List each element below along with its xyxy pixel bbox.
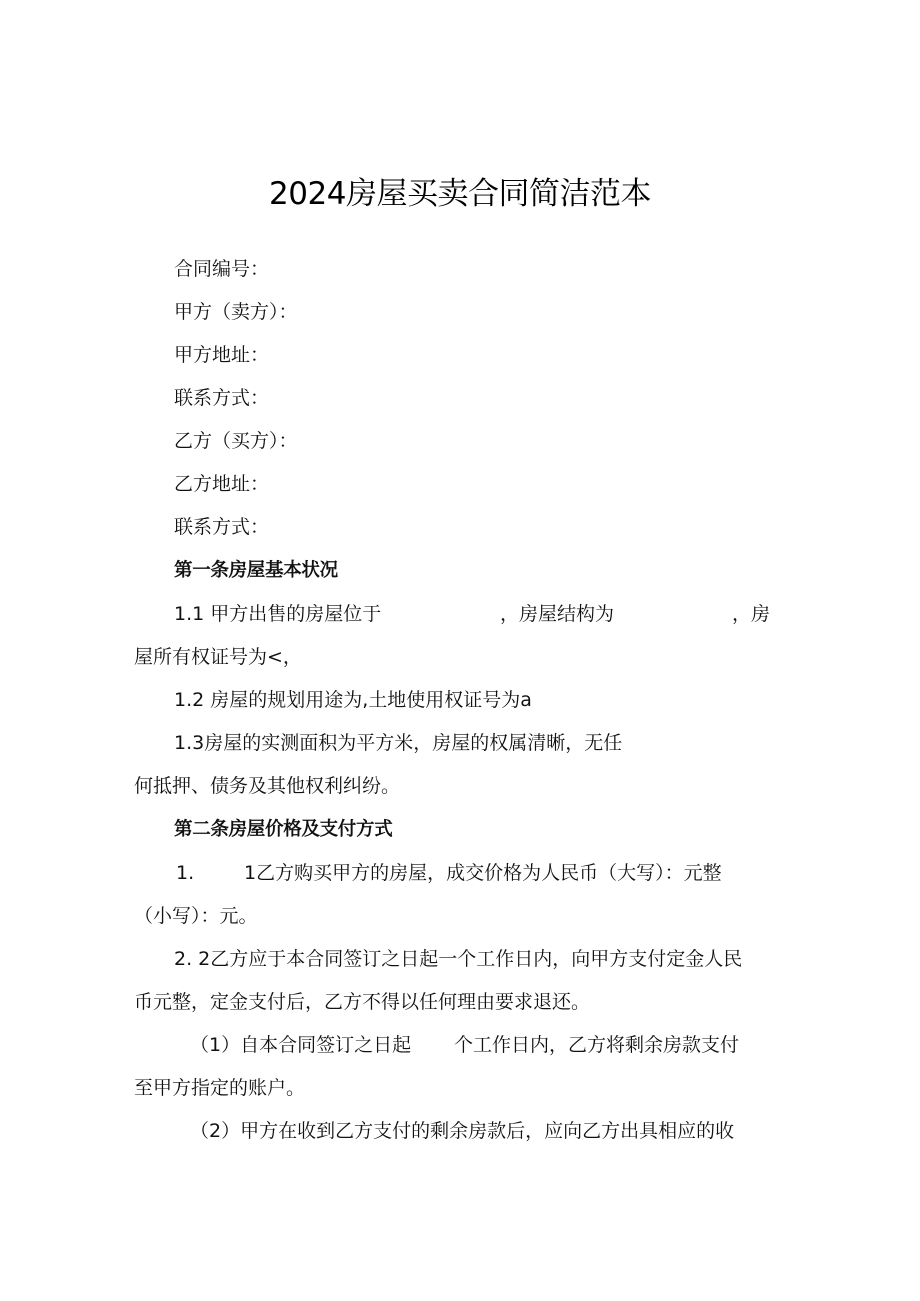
section-1-heading: 第一条房屋基本状况 — [174, 560, 338, 581]
section-2-heading: 第二条房屋价格及支付方式 — [174, 819, 393, 840]
field-party-a-contact: 联系方式： — [174, 387, 270, 409]
payment-item-1-part-c: 至甲方指定的账户。 — [134, 1077, 306, 1099]
clause-2-2-part-a: 2. 2乙方应于本合同签订之日起一个工作日内，向甲方支付定金人民 — [174, 948, 743, 970]
clause-2-1-part-b: （小写）：元。 — [134, 905, 258, 927]
clause-1-1-part-b: ，房屋结构为 — [500, 603, 615, 625]
field-party-b: 乙方（买方）： — [174, 430, 298, 452]
clause-1-1-part-d: 屋所有权证号为<， — [134, 646, 302, 668]
document-title: 2024房屋买卖合同简洁范本 — [269, 176, 651, 212]
payment-item-2-part-a: （2）甲方在收到乙方支付的剩余房款后，应向乙方出具相应的收 — [190, 1120, 735, 1142]
clause-1-3-part-b: 何抵押、债务及其他权利纠纷。 — [134, 775, 401, 797]
payment-item-1-part-b: 个工作日内，乙方将剩余房款支付 — [454, 1034, 740, 1056]
clause-1-2: 1.2 房屋的规划用途为,土地使用权证号为a — [174, 689, 532, 711]
clause-2-2-part-b: 币元整，定金支付后，乙方不得以任何理由要求退还。 — [134, 991, 591, 1013]
clause-2-1-part-a: 1乙方购买甲方的房屋，成交价格为人民币（大写）：元整 — [244, 862, 722, 884]
clause-2-1-number: 1. — [176, 862, 195, 884]
payment-item-1-part-a: （1）自本合同签订之日起 — [190, 1034, 412, 1056]
field-contract-number: 合同编号： — [174, 258, 270, 280]
clause-1-1-part-c: ，房 — [732, 603, 771, 625]
field-party-a: 甲方（卖方）： — [174, 301, 298, 323]
field-party-b-address: 乙方地址： — [174, 473, 270, 495]
clause-1-1-part-a: 1.1 甲方出售的房屋位于 — [174, 603, 382, 625]
field-party-b-contact: 联系方式： — [174, 516, 270, 538]
clause-1-3-part-a: 1.3房屋的实测面积为平方米，房屋的权属清晰，无任 — [174, 732, 623, 754]
field-party-a-address: 甲方地址： — [174, 344, 270, 366]
